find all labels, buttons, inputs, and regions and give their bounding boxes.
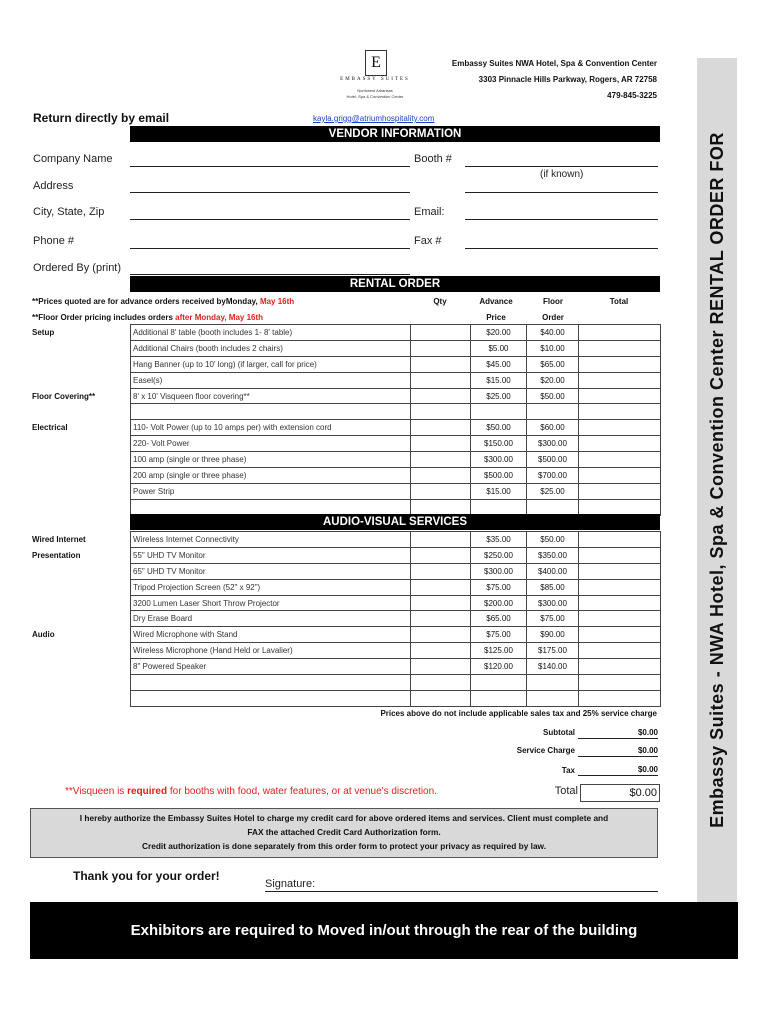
- row-total: [579, 372, 661, 388]
- row-total: [579, 659, 661, 675]
- floor-price: $50.00: [527, 388, 579, 404]
- thank-you: Thank you for your order!: [73, 869, 220, 883]
- item-description: Dry Erase Board: [131, 611, 411, 627]
- signature-label: Signature:: [265, 878, 316, 890]
- qty-input[interactable]: [411, 611, 471, 627]
- row-total: [579, 436, 661, 452]
- qty-input[interactable]: [411, 452, 471, 468]
- row-total: [579, 420, 661, 436]
- service-charge-value: $0.00: [578, 746, 658, 757]
- floor-price: $90.00: [527, 627, 579, 643]
- visqueen-suffix: for booths with food, water features, or at venue's discretion.: [167, 786, 437, 797]
- table-row: [131, 372, 661, 388]
- logo-sub-line2: Hotel, Spa & Convention Center: [346, 94, 404, 99]
- floor-price: [527, 499, 579, 515]
- tax-value: $0.00: [578, 765, 658, 776]
- table-row: [131, 420, 661, 436]
- floor-price: $350.00: [527, 547, 579, 563]
- qty-input[interactable]: [411, 325, 471, 341]
- col-qty: Qty: [433, 297, 447, 306]
- item-description: [131, 499, 411, 515]
- advance-price: $65.00: [471, 611, 527, 627]
- floor-price: $60.00: [527, 420, 579, 436]
- ordered-by-field[interactable]: [130, 274, 410, 275]
- item-description: 8" Powered Speaker: [131, 659, 411, 675]
- item-description: Wireless Internet Connectivity: [131, 532, 411, 548]
- qty-input[interactable]: [411, 483, 471, 499]
- address-field[interactable]: [130, 192, 410, 193]
- item-description: Wired Microphone with Stand: [131, 627, 411, 643]
- tax-label: Tax: [561, 766, 575, 775]
- floor-price: [527, 690, 579, 706]
- item-description: Easel(s): [131, 372, 411, 388]
- item-description: Power Strip: [131, 483, 411, 499]
- company-label: Company Name: [33, 153, 113, 165]
- floor-note-text: **Floor Order pricing includes orders: [32, 313, 176, 322]
- floor-price: $25.00: [527, 483, 579, 499]
- item-description: 100 amp (single or three phase): [131, 452, 411, 468]
- signature-field[interactable]: [265, 891, 658, 892]
- qty-input[interactable]: [411, 356, 471, 372]
- advance-price: $120.00: [471, 659, 527, 675]
- row-total: [579, 690, 661, 706]
- advance-price: $75.00: [471, 579, 527, 595]
- col-floor: Floor: [543, 297, 563, 306]
- item-description: Additional Chairs (booth includes 2 chairs): [131, 340, 411, 356]
- advance-price: $250.00: [471, 547, 527, 563]
- qty-input[interactable]: [411, 388, 471, 404]
- tax-note: Prices above do not include applicable sales tax and 25% service charge: [380, 709, 657, 718]
- qty-input[interactable]: [411, 675, 471, 691]
- item-description: [131, 404, 411, 420]
- table-row: [131, 356, 661, 372]
- row-total: [579, 404, 661, 420]
- item-description: 55" UHD TV Monitor: [131, 547, 411, 563]
- floor-price: [527, 404, 579, 420]
- table-row: [131, 483, 661, 499]
- qty-input[interactable]: [411, 468, 471, 484]
- vendor-info-header: VENDOR INFORMATION: [130, 126, 660, 142]
- floor-note: [32, 313, 263, 322]
- qty-input[interactable]: [411, 372, 471, 388]
- hotel-phone: 479-845-3225: [607, 91, 657, 100]
- item-description: 200 amp (single or three phase): [131, 468, 411, 484]
- phone-field[interactable]: [130, 248, 410, 249]
- advance-price: $150.00: [471, 436, 527, 452]
- table-row: [131, 340, 661, 356]
- row-total: [579, 611, 661, 627]
- row-total: [579, 643, 661, 659]
- floor-price: $175.00: [527, 643, 579, 659]
- qty-input[interactable]: [411, 690, 471, 706]
- logo-sub-line1: Northwest Arkansas: [357, 88, 393, 93]
- row-total: [579, 547, 661, 563]
- row-total: [579, 595, 661, 611]
- email-field[interactable]: [465, 219, 658, 220]
- av-table: [130, 531, 661, 707]
- floor-price: $300.00: [527, 595, 579, 611]
- city-field[interactable]: [130, 219, 410, 220]
- advance-price: $200.00: [471, 595, 527, 611]
- table-row: [131, 675, 661, 691]
- side-title: Embassy Suites - NWA Hotel, Spa & Convention Center RENTAL ORDER FOR: [707, 132, 727, 828]
- floor-note-date: after Monday, May 16th: [175, 313, 264, 322]
- footer-banner: Exhibitors are required to Moved in/out through the rear of the building: [30, 902, 738, 959]
- table-row: [131, 499, 661, 515]
- email-link[interactable]: kayla.grigg@atriumhospitality.com: [313, 114, 435, 123]
- table-row: [131, 532, 661, 548]
- subtotal-value: $0.00: [578, 728, 658, 739]
- auth-line-3: Credit authorization is done separately from this order form to protect your privacy as required by law.: [141, 841, 547, 851]
- row-total: [579, 675, 661, 691]
- if-known-note: (if known): [540, 169, 584, 180]
- row-total: [579, 340, 661, 356]
- advance-price: $300.00: [471, 452, 527, 468]
- table-row: [131, 436, 661, 452]
- hotel-address: 3303 Pinnacle Hills Parkway, Rogers, AR 72758: [478, 75, 657, 84]
- item-description: 110- Volt Power (up to 10 amps per) with extension cord: [131, 420, 411, 436]
- advance-price: $15.00: [471, 483, 527, 499]
- row-total: [579, 483, 661, 499]
- floor-price: $10.00: [527, 340, 579, 356]
- visqueen-prefix: **Visqueen is: [65, 786, 128, 797]
- item-description: Wireless Microphone (Hand Held or Lavalier): [131, 643, 411, 659]
- floor-price: $700.00: [527, 468, 579, 484]
- floor-price: $400.00: [527, 563, 579, 579]
- qty-input[interactable]: [411, 420, 471, 436]
- item-description: 220- Volt Power: [131, 436, 411, 452]
- item-description: 3200 Lumen Laser Short Throw Projector: [131, 595, 411, 611]
- advance-price: [471, 404, 527, 420]
- qty-input[interactable]: [411, 579, 471, 595]
- hotel-name: Embassy Suites NWA Hotel, Spa & Convention Center: [451, 59, 657, 68]
- total-label: Total: [554, 785, 578, 797]
- phone-label: Phone #: [33, 235, 74, 247]
- table-row: [131, 690, 661, 706]
- floor-price: [527, 675, 579, 691]
- col-advance-2: Price: [486, 313, 506, 322]
- advance-note-text: **Prices quoted are for advance orders received byMonday,: [32, 297, 260, 306]
- advance-price: $5.00: [471, 340, 527, 356]
- booth-field-2[interactable]: [465, 192, 658, 193]
- advance-price: [471, 675, 527, 691]
- advance-price: $20.00: [471, 325, 527, 341]
- advance-price: $300.00: [471, 563, 527, 579]
- logo-brand: EMBASSY SUITES: [340, 77, 410, 82]
- service-charge-label: Service Charge: [516, 746, 575, 755]
- side-banner: [697, 58, 737, 902]
- rental-order-header: RENTAL ORDER: [130, 276, 660, 292]
- advance-price: $25.00: [471, 388, 527, 404]
- authorization-box: [30, 808, 658, 858]
- col-floor-2: Order: [542, 313, 564, 322]
- item-description: 65" UHD TV Monitor: [131, 563, 411, 579]
- advance-price: $500.00: [471, 468, 527, 484]
- logo-subtitle: [320, 88, 430, 100]
- cat-electrical: Electrical: [32, 423, 68, 432]
- floor-price: $140.00: [527, 659, 579, 675]
- table-row: [131, 452, 661, 468]
- table-row: [131, 659, 661, 675]
- row-total: [579, 532, 661, 548]
- total-value: $0.00: [580, 784, 660, 802]
- advance-price: $125.00: [471, 643, 527, 659]
- floor-price: $75.00: [527, 611, 579, 627]
- qty-input[interactable]: [411, 547, 471, 563]
- logo-mark: E: [365, 50, 387, 76]
- booth-label: Booth #: [414, 153, 452, 165]
- floor-price: $65.00: [527, 356, 579, 372]
- qty-input[interactable]: [411, 532, 471, 548]
- cat-setup: Setup: [32, 328, 55, 337]
- table-row: [131, 563, 661, 579]
- row-total: [579, 325, 661, 341]
- qty-input[interactable]: [411, 499, 471, 515]
- row-total: [579, 579, 661, 595]
- item-description: Hang Banner (up to 10' long) (if larger, call for price): [131, 356, 411, 372]
- subtotal-label: Subtotal: [543, 728, 575, 737]
- table-row: [131, 404, 661, 420]
- cat-internet: Wired Internet: [32, 535, 86, 544]
- row-total: [579, 356, 661, 372]
- fax-label: Fax #: [414, 235, 442, 247]
- qty-input[interactable]: [411, 563, 471, 579]
- cat-floor: Floor Covering**: [32, 392, 96, 401]
- advance-price: $75.00: [471, 627, 527, 643]
- fax-field[interactable]: [465, 248, 658, 249]
- table-row: [131, 547, 661, 563]
- address-label: Address: [33, 180, 74, 192]
- row-total: [579, 452, 661, 468]
- table-row: [131, 595, 661, 611]
- advance-price: [471, 499, 527, 515]
- item-description: 8' x 10' Visqueen floor covering**: [131, 388, 411, 404]
- av-header: AUDIO-VISUAL SERVICES: [130, 514, 660, 530]
- floor-price: $20.00: [527, 372, 579, 388]
- qty-input[interactable]: [411, 643, 471, 659]
- qty-input[interactable]: [411, 627, 471, 643]
- qty-input[interactable]: [411, 659, 471, 675]
- advance-price: $50.00: [471, 420, 527, 436]
- row-total: [579, 388, 661, 404]
- advance-price: $15.00: [471, 372, 527, 388]
- auth-line-2: FAX the attached Credit Card Authorization form.: [247, 827, 441, 837]
- item-description: [131, 690, 411, 706]
- visqueen-note: [65, 786, 437, 797]
- floor-price: $40.00: [527, 325, 579, 341]
- booth-field[interactable]: [465, 166, 658, 167]
- row-total: [579, 499, 661, 515]
- row-total: [579, 627, 661, 643]
- advance-price: $45.00: [471, 356, 527, 372]
- table-row: [131, 468, 661, 484]
- qty-input[interactable]: [411, 340, 471, 356]
- cat-audio: Audio: [32, 630, 55, 639]
- advance-note-date: May 16th: [259, 297, 295, 306]
- advance-price: $35.00: [471, 532, 527, 548]
- floor-price: $85.00: [527, 579, 579, 595]
- email-label: Email:: [414, 206, 445, 218]
- table-row: [131, 579, 661, 595]
- col-advance: Advance: [479, 297, 513, 306]
- table-row: [131, 388, 661, 404]
- qty-input[interactable]: [411, 595, 471, 611]
- floor-price: $300.00: [527, 436, 579, 452]
- table-row: [131, 611, 661, 627]
- qty-input[interactable]: [411, 404, 471, 420]
- floor-price: $500.00: [527, 452, 579, 468]
- table-row: [131, 627, 661, 643]
- visqueen-required: required: [127, 786, 168, 797]
- floor-price: $50.00: [527, 532, 579, 548]
- cat-presentation: Presentation: [32, 551, 81, 560]
- col-total: Total: [609, 297, 629, 306]
- advance-note: [32, 297, 294, 306]
- city-label: City, State, Zip: [33, 206, 105, 218]
- qty-input[interactable]: [411, 436, 471, 452]
- table-row: [131, 325, 661, 341]
- row-total: [579, 468, 661, 484]
- item-description: Additional 8' table (booth includes 1- 8' table): [131, 325, 411, 341]
- row-total: [579, 563, 661, 579]
- company-field[interactable]: [130, 166, 410, 167]
- auth-line-1: I hereby authorize the Embassy Suites Hotel to charge my credit card for above ordered items and services. Client must complete and: [79, 813, 609, 823]
- item-description: Tripod Projection Screen (52" x 92"): [131, 579, 411, 595]
- ordered-by-label: Ordered By (print): [33, 262, 122, 274]
- item-description: [131, 675, 411, 691]
- rental-table: [130, 324, 661, 516]
- return-label: Return directly by email: [33, 111, 170, 125]
- advance-price: [471, 690, 527, 706]
- table-row: [131, 643, 661, 659]
